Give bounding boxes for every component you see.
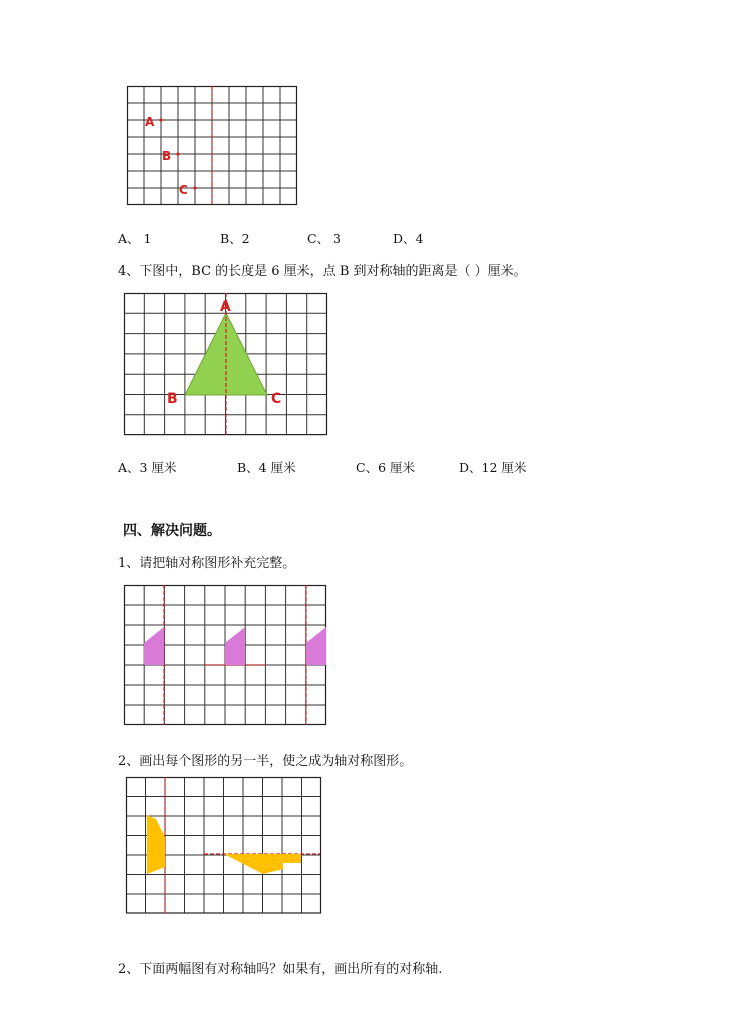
point-dot: [193, 186, 196, 189]
q3-option-c: C、 3: [307, 231, 341, 246]
point-dot: [176, 152, 179, 155]
section4-problem-2: 2、画出每个图形的另一半，使之成为轴对称图形。: [118, 754, 413, 769]
point-dot: [159, 118, 162, 121]
point-label-b: B: [162, 149, 172, 163]
magenta-shape-middle: [225, 627, 245, 665]
figure-draw-other-half: [126, 777, 322, 913]
q4-option-d: D、12 厘米: [459, 460, 527, 475]
figure-points-grid: [127, 86, 299, 208]
vertex-label-a: A: [220, 299, 231, 315]
section4-problem-3: 2、下面两幅图有对称轴吗？如果有，画出所有的对称轴.: [118, 962, 443, 977]
yellow-shape-left: [147, 815, 165, 874]
section4-problem-1: 1、请把轴对称图形补充完整。: [118, 556, 296, 571]
figure-complete-symmetric: [124, 585, 328, 727]
magenta-shape-right: [306, 627, 326, 665]
vertex-label-c: C: [271, 391, 282, 407]
point-label-c: C: [179, 183, 188, 197]
q4-option-a: A、3 厘米: [118, 460, 177, 475]
point-label-a: A: [145, 115, 155, 129]
q4-question: 4、下图中，BC 的长度是 6 厘米，点 B 到对称轴的距离是（ ）厘米。: [118, 264, 527, 279]
yellow-shape-right: [224, 854, 301, 874]
magenta-shape-left: [144, 627, 164, 665]
q3-option-a: A、 1: [118, 231, 152, 246]
q4-option-b: B、4 厘米: [237, 460, 296, 475]
figure-triangle-grid: [124, 293, 329, 439]
q3-option-d: D、4: [393, 231, 424, 246]
q3-option-b: B、2: [220, 231, 250, 246]
vertex-label-b: B: [167, 391, 178, 407]
section4-heading: 四、解决问题。: [123, 523, 221, 539]
q4-option-c: C、6 厘米: [356, 460, 415, 475]
